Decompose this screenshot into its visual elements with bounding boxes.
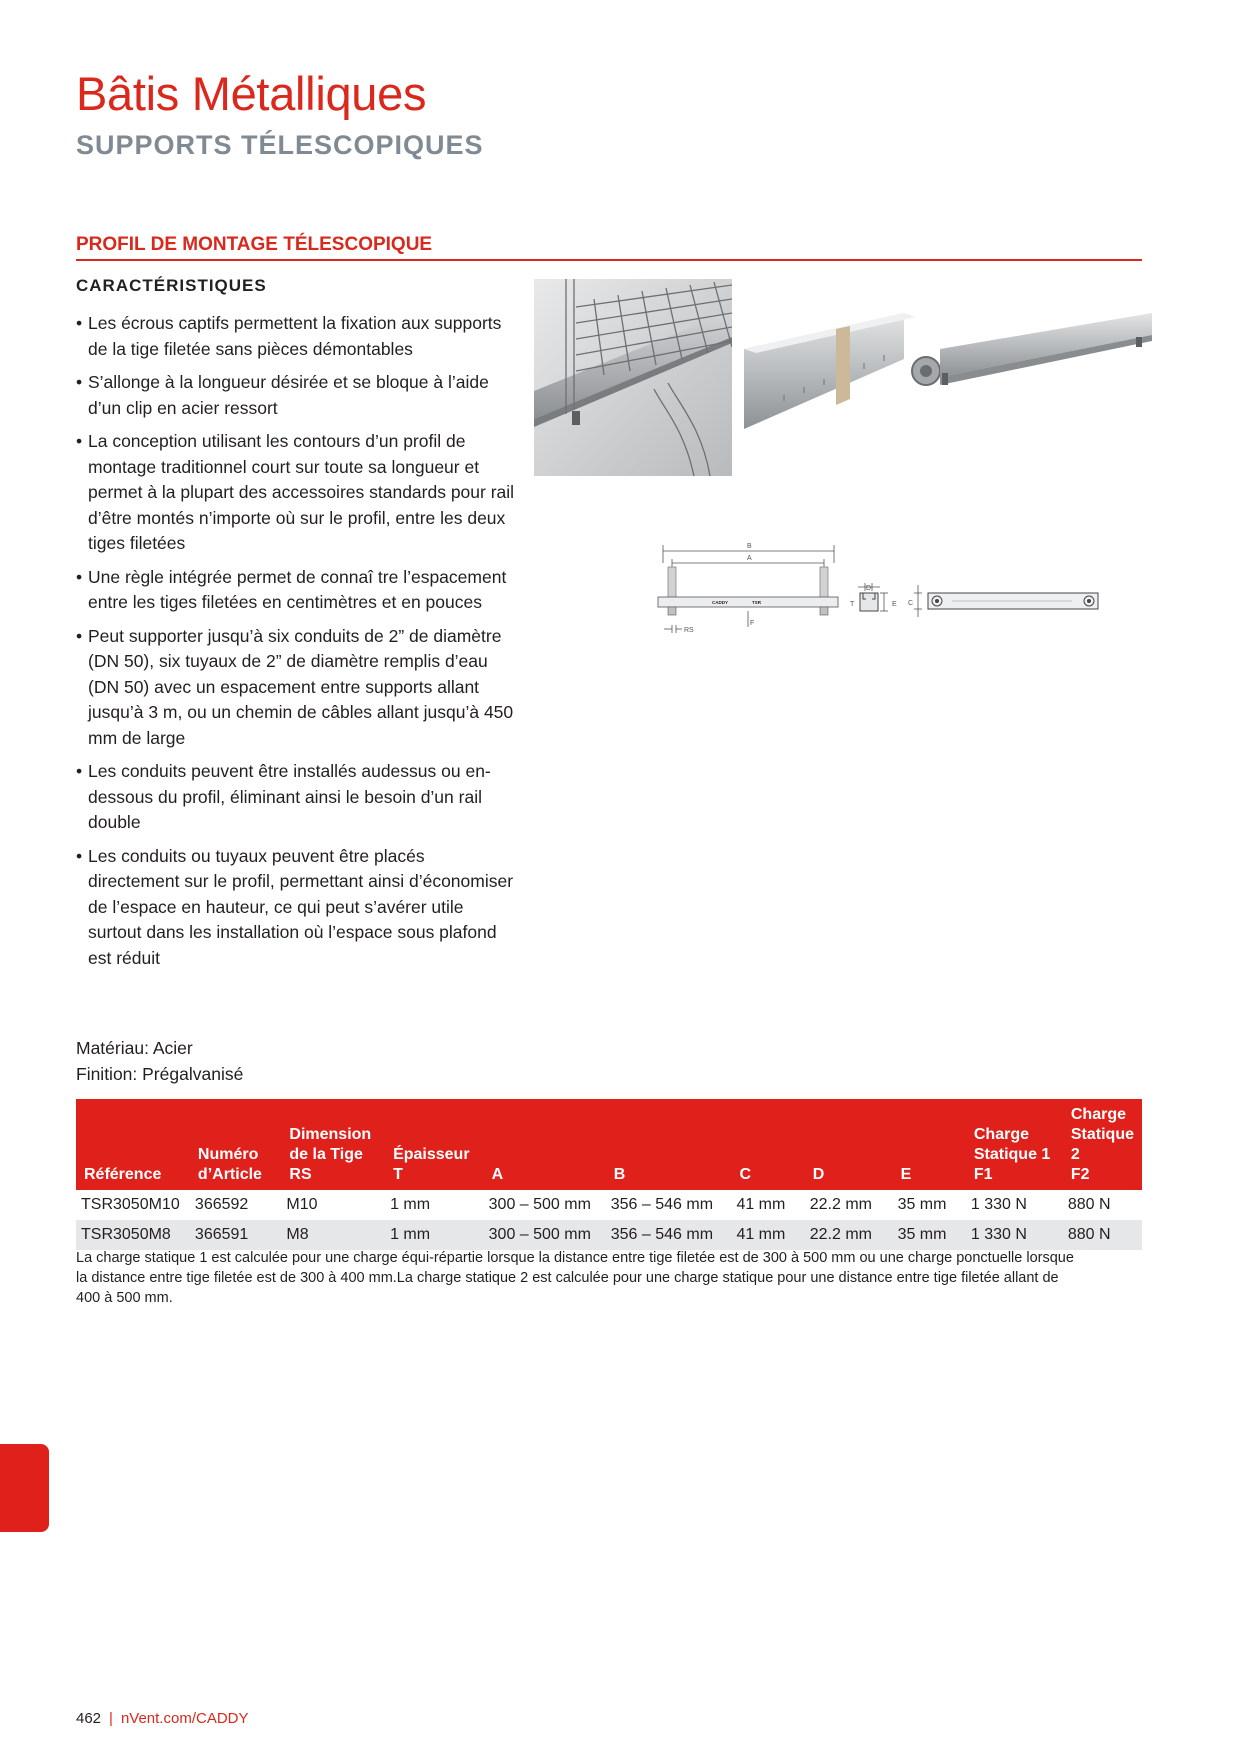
cell-rod-size: M8 xyxy=(281,1220,385,1250)
table-row xyxy=(76,1220,1142,1250)
cell-b: 356 – 546 mm xyxy=(610,1196,714,1213)
cell-article-number: 366592 xyxy=(194,1196,249,1213)
cable-tray-photo xyxy=(534,279,732,476)
cell-rod-size: M10 xyxy=(286,1196,318,1213)
header-static-load-1: Charge Statique 1 F1 xyxy=(966,1099,1063,1190)
cell-a: 300 – 500 mm xyxy=(488,1196,591,1213)
header-article-number: Numéro d’Article xyxy=(190,1099,281,1190)
cell-a: 300 – 500 mm xyxy=(484,1220,606,1250)
cell-static-load-1: 1 330 N xyxy=(966,1220,1063,1250)
dim-label-c: C xyxy=(908,600,914,607)
cell-static-load-2: 880 N xyxy=(1067,1196,1111,1213)
specifications-table xyxy=(76,1099,1142,1250)
page-title: Bâtis Métalliques xyxy=(76,67,427,120)
section-title: PROFIL DE MONTAGE TÉLESCOPIQUE xyxy=(76,234,433,255)
feature-item: • Une règle intégrée permet de connaî tre l’espacement entre les tiges filetées en centimètres et en pouces xyxy=(76,565,516,616)
cell-d: 22.2 mm xyxy=(809,1196,872,1213)
table-header-row xyxy=(76,1099,1142,1190)
cell-c: 41 mm xyxy=(731,1220,804,1250)
header-a: A xyxy=(484,1099,606,1190)
header-b: B xyxy=(606,1099,732,1190)
cell-thickness: 1 mm xyxy=(390,1196,431,1213)
dim-label-t: T xyxy=(850,601,855,608)
header-d: D xyxy=(805,1099,893,1190)
feature-item: • S’allonge à la longueur désirée et se bloque à l’aide d’un clip en acier ressort xyxy=(76,370,516,421)
features-list xyxy=(76,311,516,979)
material-text: Matériau: Acier xyxy=(76,1038,193,1058)
cell-article-number: 366591 xyxy=(190,1220,281,1250)
page-number: 462 xyxy=(76,1710,102,1727)
cell-reference: TSR3050M10 xyxy=(81,1196,180,1213)
finish-text: Finition: Prégalvanisé xyxy=(76,1063,244,1084)
cell-static-load-2: 880 N xyxy=(1063,1220,1142,1250)
table-row xyxy=(76,1190,1142,1220)
cell-c: 41 mm xyxy=(736,1196,786,1213)
cell-thickness: 1 mm xyxy=(385,1220,484,1250)
feature-item: • Les écrous captifs permettent la fixation aux supports de la tige filetée sans pièces démontables xyxy=(76,311,516,362)
cell-e: 35 mm xyxy=(893,1220,966,1250)
header-thickness: Épaisseur T xyxy=(385,1099,484,1190)
cell-reference: TSR3050M8 xyxy=(76,1220,190,1250)
telescopic-rail-photo xyxy=(744,313,1152,429)
page-footer xyxy=(76,1710,249,1727)
material-info xyxy=(76,1036,243,1087)
header-c: C xyxy=(731,1099,804,1190)
features-heading: CARACTÉRISTIQUES xyxy=(76,276,267,295)
feature-item: • La conception utilisant les contours d’un profil de montage traditionnel court sur toute sa longueur et permet à la plupart des accessoires standards pour rail d’être montés n’importe où sur le profil, entre les deux tiges filetées xyxy=(76,429,516,557)
cell-d: 22.2 mm xyxy=(805,1220,893,1250)
dim-label-a: A xyxy=(747,555,752,562)
header-reference: Référence xyxy=(76,1099,190,1190)
feature-item: • Les conduits peuvent être installés audessus ou en-dessous du profil, éliminant ainsi le besoin d’un rail double xyxy=(76,759,516,836)
dim-label-f: F xyxy=(750,620,755,627)
dim-label-b: B xyxy=(747,543,752,550)
page-subtitle: SUPPORTS TÉLESCOPIQUES xyxy=(76,130,484,160)
cell-e: 35 mm xyxy=(897,1196,947,1213)
footnote: La charge statique 1 est calculée pour une charge équi-répartie lorsque la distance entre tige filetée est de 300 à 500 mm ou une charge ponctuelle lorsque la distance entre tige filetée est de 300 à 400 mm.La charge statique 2 est calculée pour une charge statique pour une distance entre tige filetée allant de 400 à 500 mm. xyxy=(76,1250,1074,1306)
header-static-load-2: Charge Statique 2 F2 xyxy=(1063,1099,1142,1190)
cell-static-load-1: 1 330 N xyxy=(970,1196,1027,1213)
cell-b: 356 – 546 mm xyxy=(606,1220,732,1250)
feature-item: • Peut supporter jusqu’à six conduits de 2” de diamètre (DN 50), six tuyaux de 2” de diamètre remplis d’eau (DN 50) avec un espacement entre supports allant jusqu’à 3 m, ou un chemin de câbles allant jusqu’à 450 mm de large xyxy=(76,624,516,752)
header-e: E xyxy=(893,1099,966,1190)
dim-label-e: E xyxy=(892,601,897,608)
section-divider xyxy=(76,259,1142,261)
dim-label-rs: RS xyxy=(684,627,694,634)
section-tab-marker xyxy=(0,1444,49,1532)
footer-link[interactable]: nVent.com/CADDY xyxy=(120,1710,249,1727)
feature-item: • Les conduits ou tuyaux peuvent être placés directement sur le profil, permettant ainsi d’économiser de l’espace en hauteur, ce qui peut s’avérer utile surtout dans les installation où l’espace sous plafond est réduit xyxy=(76,844,516,972)
footer-separator: | xyxy=(109,1710,113,1727)
dim-label-d: D xyxy=(866,585,872,592)
dimension-diagram xyxy=(652,533,1112,658)
rail-brand-label: CADDY xyxy=(712,600,729,605)
rail-model-label: TSR xyxy=(752,600,761,605)
header-rod-size: Dimension de la Tige RS xyxy=(281,1099,385,1190)
